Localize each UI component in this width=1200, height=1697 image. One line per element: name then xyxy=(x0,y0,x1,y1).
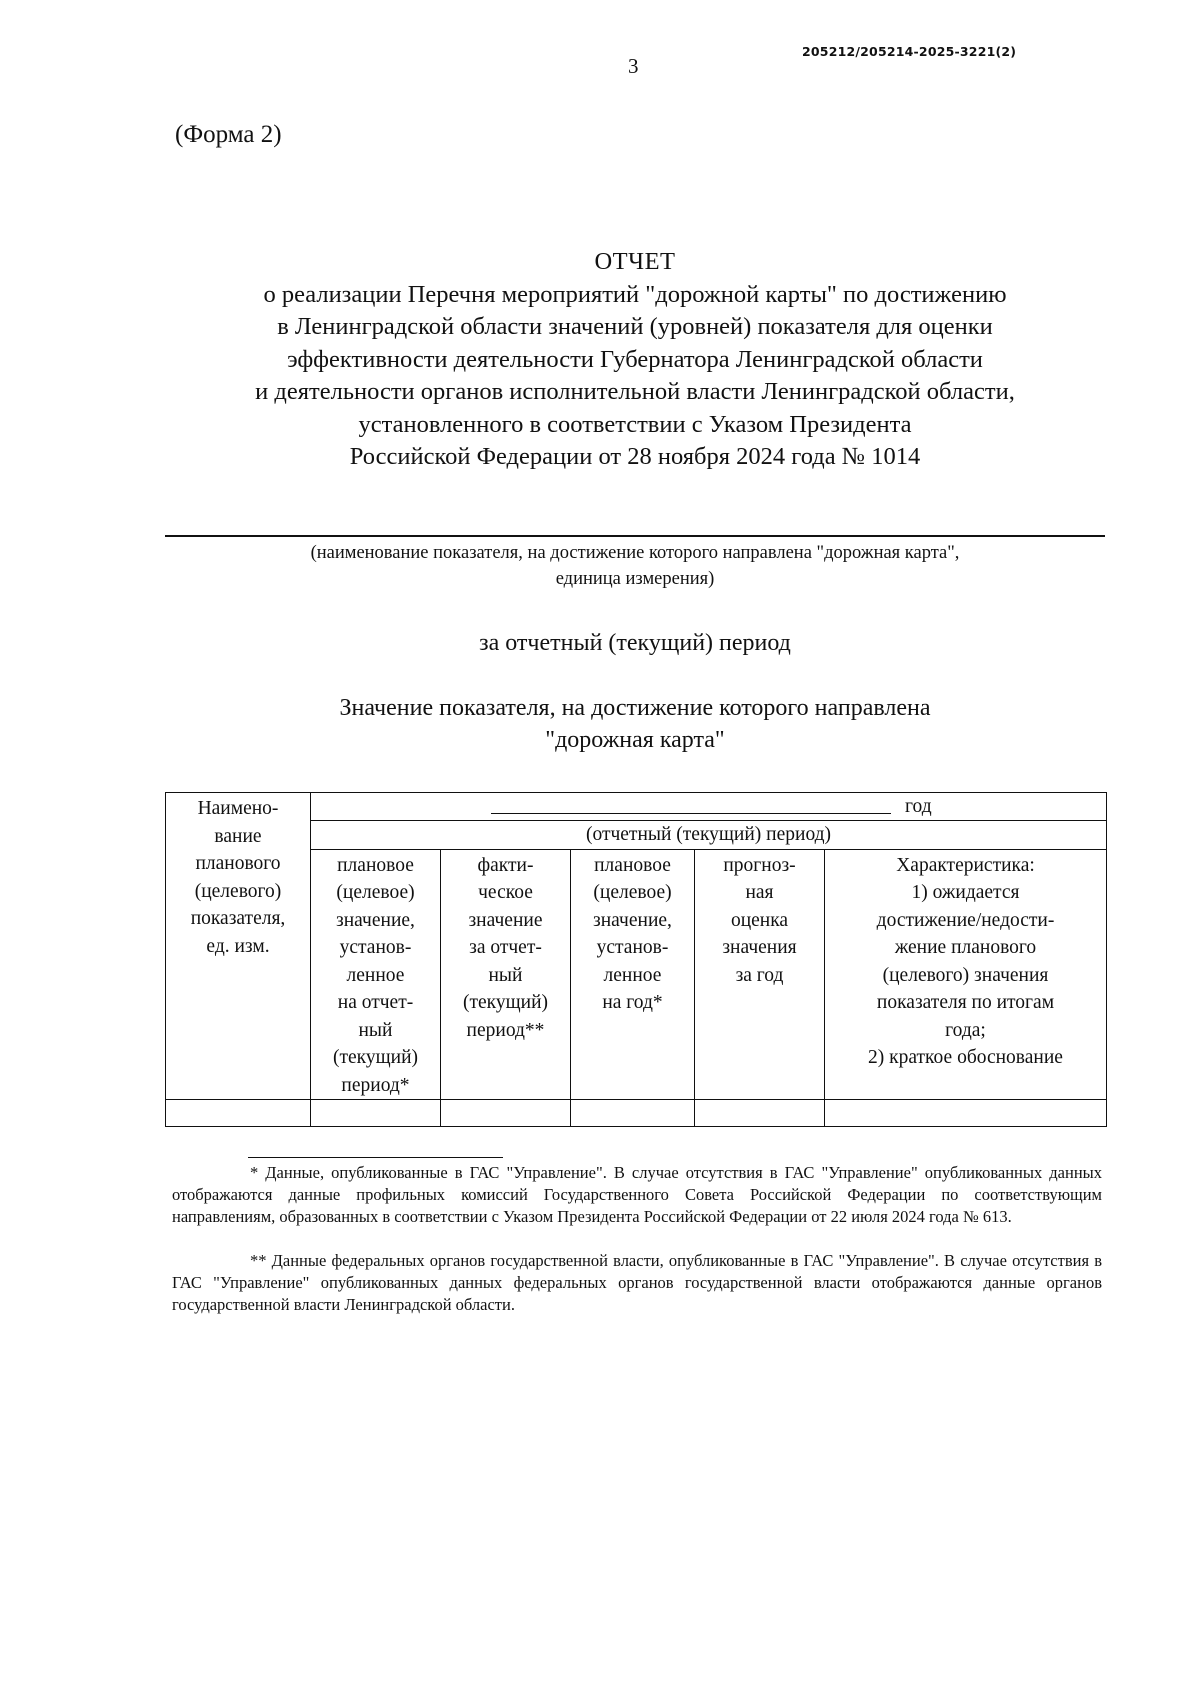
header-line: ная xyxy=(745,882,774,903)
indicator-name-blank-line xyxy=(165,535,1105,537)
year-header xyxy=(311,793,1107,850)
year-blank-line xyxy=(491,813,891,814)
header-line: ленное xyxy=(603,964,662,986)
empty-cell xyxy=(311,1100,441,1127)
report-heading: ОТЧЕТ xyxy=(594,248,676,275)
header-line: значения xyxy=(722,937,797,958)
title-line: Российской Федерации от 28 ноября 2024 года № 1014 xyxy=(349,443,921,470)
header-line: период* xyxy=(341,1074,410,1096)
header-line: оценка xyxy=(730,909,789,931)
characteristic-line: достижение/недости- xyxy=(876,909,1055,931)
period-label: за отчетный (текущий) период xyxy=(479,630,791,656)
characteristic-line: показателя по итогам xyxy=(876,992,1055,1013)
characteristic-line: года; xyxy=(945,1019,986,1041)
header-line: (целевое) xyxy=(336,882,415,903)
header-line: плановое xyxy=(594,854,671,876)
header-line: (целевое) xyxy=(593,882,672,903)
header-line: установ- xyxy=(596,937,669,958)
header-line: планового xyxy=(195,853,281,874)
value-heading-line: Значение показателя, на достижение которого направлена xyxy=(339,695,931,721)
header-line: значение xyxy=(468,909,543,931)
footnote-1: * Данные, опубликованные в ГАС "Управление". В случае отсутствия в ГАС "Управление" опубликованных данных отображаются данные профильных комиссий Государственного Совета Российской Федерации по соответствующим направлениям, образованных в соответствии с Указом Президента Российской Федерации от 22 июля 2024 года № 613. xyxy=(172,1163,1102,1226)
caption-line: единица измерения) xyxy=(555,569,715,589)
header-line: на отчет- xyxy=(337,992,414,1013)
footnote-2: ** Данные федеральных органов государственной власти, опубликованные в ГАС "Управление". В случае отсутствия в ГАС "Управление" опубликованных данных федеральных органов государственной власти отображаются данные органов государственной власти Ленинградской области. xyxy=(172,1251,1102,1314)
characteristic-line: (целевого) значения xyxy=(882,964,1049,986)
header-line: ческое xyxy=(478,882,533,903)
title-line: эффективности деятельности Губернатора Ленинградской области xyxy=(287,345,983,373)
empty-cell xyxy=(695,1100,825,1127)
col-characteristic xyxy=(825,849,1107,1100)
header-line: за год xyxy=(735,964,784,986)
col-plan-year xyxy=(571,849,695,1100)
caption-line: (наименование показателя, на достижение которого направлена "дорожная карта", xyxy=(310,543,960,563)
characteristic-line: 2) краткое обоснование xyxy=(868,1047,1063,1068)
header-line: ленное xyxy=(346,964,405,986)
indicator-caption xyxy=(150,540,1120,592)
indicator-table xyxy=(165,792,1107,1127)
header-line: (целевого) xyxy=(194,880,282,902)
header-line: (текущий) xyxy=(333,1047,418,1068)
col-forecast xyxy=(695,849,825,1100)
header-line: вание xyxy=(214,825,262,847)
title-line: установленного в соответствии с Указом Президента xyxy=(358,410,912,438)
col-indicator-name xyxy=(166,793,311,1100)
table-row xyxy=(166,1100,1107,1127)
header-line: факти- xyxy=(477,854,534,876)
title-line: и деятельности органов исполнительной власти Ленинградской области, xyxy=(255,378,1015,405)
header-line: ный xyxy=(358,1019,393,1041)
col-plan-period xyxy=(311,849,441,1100)
characteristic-line: жение планового xyxy=(894,937,1037,958)
empty-cell xyxy=(441,1100,571,1127)
empty-cell xyxy=(571,1100,695,1127)
header-line: прогноз- xyxy=(723,854,796,876)
header-line: на год* xyxy=(602,992,663,1013)
page-number: 3 xyxy=(628,54,639,78)
footnote-separator xyxy=(248,1157,503,1158)
header-line: ный xyxy=(488,964,523,986)
header-line: плановое xyxy=(337,854,414,876)
header-line: значение, xyxy=(336,909,415,931)
header-line: значение, xyxy=(593,909,672,931)
header-line: (текущий) xyxy=(463,992,548,1013)
title-line: в Ленинградской области значений (уровней) показателя для оценки xyxy=(277,313,993,340)
empty-cell xyxy=(166,1100,311,1127)
year-label: год xyxy=(905,796,932,817)
value-heading-line: "дорожная карта" xyxy=(545,727,725,753)
header-line: ед. изм. xyxy=(206,935,270,957)
title-line: о реализации Перечня мероприятий "дорожной карты" по достижению xyxy=(263,280,1007,308)
document-code: 205212/205214-2025-3221(2) xyxy=(802,44,1017,59)
empty-cell xyxy=(825,1100,1107,1127)
col-actual xyxy=(441,849,571,1100)
header-line: Наимено- xyxy=(197,798,279,819)
header-line: за отчет- xyxy=(469,937,542,958)
header-line: установ- xyxy=(339,937,412,958)
header-line: показателя, xyxy=(190,908,286,929)
characteristic-heading: Характеристика: xyxy=(896,854,1035,876)
value-heading xyxy=(150,692,1120,756)
report-title xyxy=(150,246,1120,474)
period-subheader: (отчетный (текущий) период) xyxy=(311,820,1106,849)
form-label: (Форма 2) xyxy=(175,121,282,148)
header-line: период** xyxy=(466,1019,545,1041)
characteristic-line: 1) ожидается xyxy=(911,882,1020,903)
